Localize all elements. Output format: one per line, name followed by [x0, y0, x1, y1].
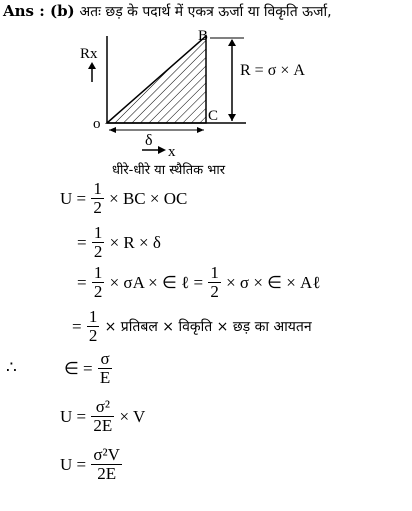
eq5-fraction [98, 350, 112, 387]
eq4-num: 1 [88, 307, 98, 326]
eq6-den: 2E [93, 416, 113, 435]
eq3-den1: 2 [93, 282, 103, 301]
eq3-rhs: × σ × ∈ × Aℓ [226, 272, 321, 292]
eq7-den: 2E [97, 464, 117, 483]
equation-4 [72, 308, 312, 345]
r-arrow-up [228, 39, 236, 46]
rx-arrow-head [88, 62, 96, 69]
therefore-symbol: ∴ [6, 358, 17, 377]
delta-arrow-right [197, 127, 204, 133]
eq3-fraction-2 [208, 264, 221, 301]
eq5-num: σ [98, 350, 112, 369]
eq5-lhs: ∈ = [64, 358, 93, 378]
eq4-fraction [87, 308, 100, 345]
equation-2 [77, 224, 161, 261]
rx-label: Rx [80, 46, 98, 62]
r-equation-label: R = σ × A [240, 62, 305, 79]
eq3-fraction-1 [92, 264, 105, 301]
eq1-den: 2 [93, 198, 102, 217]
eq2-num: 1 [93, 223, 103, 242]
r-arrow-down [228, 114, 236, 121]
equation-5 [64, 350, 113, 387]
figure-caption: धीरे-धीरे या स्थैतिक भार [112, 163, 226, 178]
eq6-num: σ² [91, 398, 114, 417]
answer-label: Ans : (b) [3, 2, 75, 20]
eq4-lhs: = [72, 316, 82, 336]
eq5-den: E [99, 368, 111, 387]
load-extension-diagram [0, 24, 412, 174]
delta-arrow-left [109, 127, 116, 133]
eq6-fraction [91, 398, 114, 435]
eq2-den: 2 [93, 242, 103, 261]
eq1-num: 1 [93, 179, 102, 198]
delta-label: δ [145, 132, 153, 149]
eq7-num: σ²V [93, 445, 120, 464]
eq6-lhs: U = [60, 406, 87, 426]
equation-1 [60, 180, 187, 217]
eq1-rhs: × BC × OC [109, 188, 188, 208]
eq2-rhs: × R × δ [109, 232, 161, 252]
point-b-label: B [198, 28, 209, 44]
eq4-rhs: × प्रतिबल × विकृति × छड़ का आयतन [104, 319, 312, 335]
equation-3 [77, 264, 320, 301]
x-label: x [168, 144, 176, 160]
origin-label: o [93, 116, 101, 132]
eq7-fraction [91, 446, 122, 483]
eq3-mid: × σA × ∈ ℓ = [109, 272, 204, 292]
eq4-den: 2 [88, 326, 98, 345]
eq6-rhs: × V [119, 406, 146, 426]
answer-intro-line [3, 2, 332, 21]
eq2-fraction [92, 224, 105, 261]
eq2-lhs: = [77, 232, 87, 252]
eq3-num2: 1 [210, 263, 219, 282]
x-arrow-head [158, 146, 166, 154]
eq3-lhs: = [77, 272, 87, 292]
point-c-label: C [208, 108, 219, 124]
eq3-num1: 1 [93, 263, 103, 282]
eq1-lhs: U = [60, 188, 87, 208]
intro-text: अतः छड़ के पदार्थ में एकत्र ऊर्जा या विकृति ऊर्जा, [79, 4, 332, 20]
equation-7 [60, 446, 123, 483]
eq7-lhs: U = [60, 454, 87, 474]
eq3-den2: 2 [210, 282, 219, 301]
strain-energy-triangle [107, 36, 206, 123]
equation-6 [60, 398, 145, 435]
eq1-fraction [91, 180, 104, 217]
